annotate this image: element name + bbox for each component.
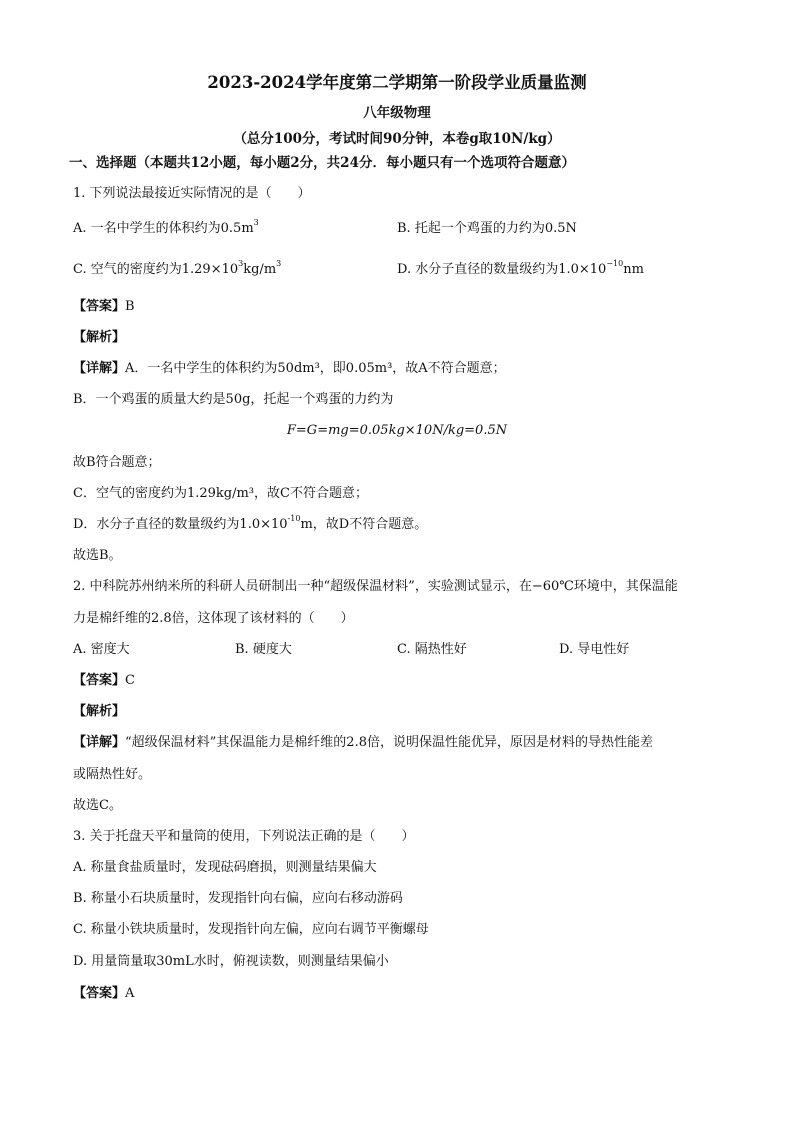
q3-answer — [73, 987, 134, 1000]
detail-text: A．一名中学生的体积约为50dm³，即0.05m³，故A不符合题意； — [125, 361, 506, 376]
q2-stem-line2: 力是棉纤维的2.8倍，这体现了该材料的（ ） — [73, 611, 354, 626]
q1-answer — [73, 300, 135, 313]
q1-option-d-unit: nm — [623, 262, 644, 277]
q1-detail-d — [73, 514, 428, 532]
detail-text: “超级保温材料”其保温能力是棉纤维的2.8倍，说明保温性能优异，原因是材料的导热性能差 — [125, 735, 653, 750]
q1-detail-d-tail: m，故D不符合题意。 — [300, 517, 428, 532]
answer-value: A — [125, 986, 135, 1001]
q2-option-d: D. 导电性好 — [559, 642, 630, 657]
q1-option-a-sup: 3 — [253, 218, 259, 227]
q2-answer — [73, 674, 135, 687]
section-heading: 一、选择题（本题共12小题，每小题2分，共24分．每小题只有一个选项符合题意） — [69, 155, 575, 171]
q1-conclusion: 故选B。 — [73, 548, 122, 563]
detail-tag: 【详解】 — [73, 735, 126, 750]
q3-stem: 3. 关于托盘天平和量筒的使用，下列说法正确的是（ ） — [73, 829, 415, 844]
q2-option-b: B. 硬度大 — [235, 642, 292, 657]
answer-tag: 【答案】 — [73, 299, 126, 314]
q1-option-c-sup2: 3 — [276, 259, 282, 268]
answer-tag: 【答案】 — [73, 986, 126, 1001]
q1-detail-d-sup: -10 — [287, 514, 301, 523]
detail-tag: 【详解】 — [73, 361, 126, 376]
exam-subject: 八年级物理 — [363, 105, 431, 121]
q2-conclusion: 故选C。 — [73, 798, 122, 813]
q2-stem-line1: 2. 中科院苏州纳米所的科研人员研制出一种“超级保温材料”，实验测试显示，在−60℃环境中，其保温能 — [73, 579, 678, 594]
q1-stem: 1. 下列说法最接近实际情况的是（ ） — [73, 186, 311, 201]
q1-option-b: B. 托起一个鸡蛋的力约为0.5N — [397, 221, 577, 236]
q1-option-d-sup: −10 — [606, 259, 624, 268]
answer-tag: 【答案】 — [73, 673, 126, 688]
analysis-tag: 【解析】 — [73, 330, 126, 345]
q3-option-c: C. 称量小铁块质量时，发现指针向左偏，应向右调节平衡螺母 — [73, 922, 429, 937]
q1-option-c-text: C. 空气的密度约为1.29×10 — [73, 262, 239, 277]
q1-option-d — [397, 259, 644, 277]
exam-note: （总分100分，考试时间90分钟，本卷g取10N/kg） — [233, 131, 561, 147]
q1-detail-b: B．一个鸡蛋的质量大约是50g，托起一个鸡蛋的力约为 — [73, 392, 394, 407]
q3-option-a: A. 称量食盐质量时，发现砝码磨损，则测量结果偏大 — [73, 860, 377, 875]
q1-option-a — [73, 218, 259, 236]
q1-option-c-sup1: 3 — [238, 259, 244, 268]
q1-option-d-text: D. 水分子直径的数量级约为1.0×10 — [397, 262, 607, 277]
q2-option-a: A. 密度大 — [73, 642, 130, 657]
q1-detail-d-text: D．水分子直径的数量级约为1.0×10 — [73, 517, 288, 532]
q1-option-a-text: A. 一名中学生的体积约为0.5m — [73, 221, 254, 236]
q1-detail-b2: 故B符合题意； — [73, 455, 161, 470]
q3-option-d: D. 用量筒量取30mL水时，俯视读数，则测量结果偏小 — [73, 954, 389, 969]
answer-value: C — [125, 673, 135, 688]
q1-formula: F=G=mg=0.05kg×10N/kg=0.5N — [286, 423, 508, 438]
q2-detail-line1 — [73, 736, 653, 749]
q2-option-c: C. 隔热性好 — [397, 642, 467, 657]
q3-option-b: B. 称量小石块质量时，发现指针向右偏，应向右移动游码 — [73, 891, 403, 906]
q1-option-c-unit: kg/m — [243, 262, 277, 277]
analysis-tag: 【解析】 — [73, 704, 126, 719]
exam-title: 2023-2024学年度第二学期第一阶段学业质量监测 — [207, 73, 587, 92]
q1-detail-a — [73, 362, 506, 375]
answer-value: B — [125, 299, 135, 314]
q2-detail-line2: 或隔热性好。 — [73, 767, 152, 782]
q1-option-c — [73, 259, 282, 277]
q1-detail-c: C．空气的密度约为1.29kg/m³，故C不符合题意； — [73, 486, 368, 501]
